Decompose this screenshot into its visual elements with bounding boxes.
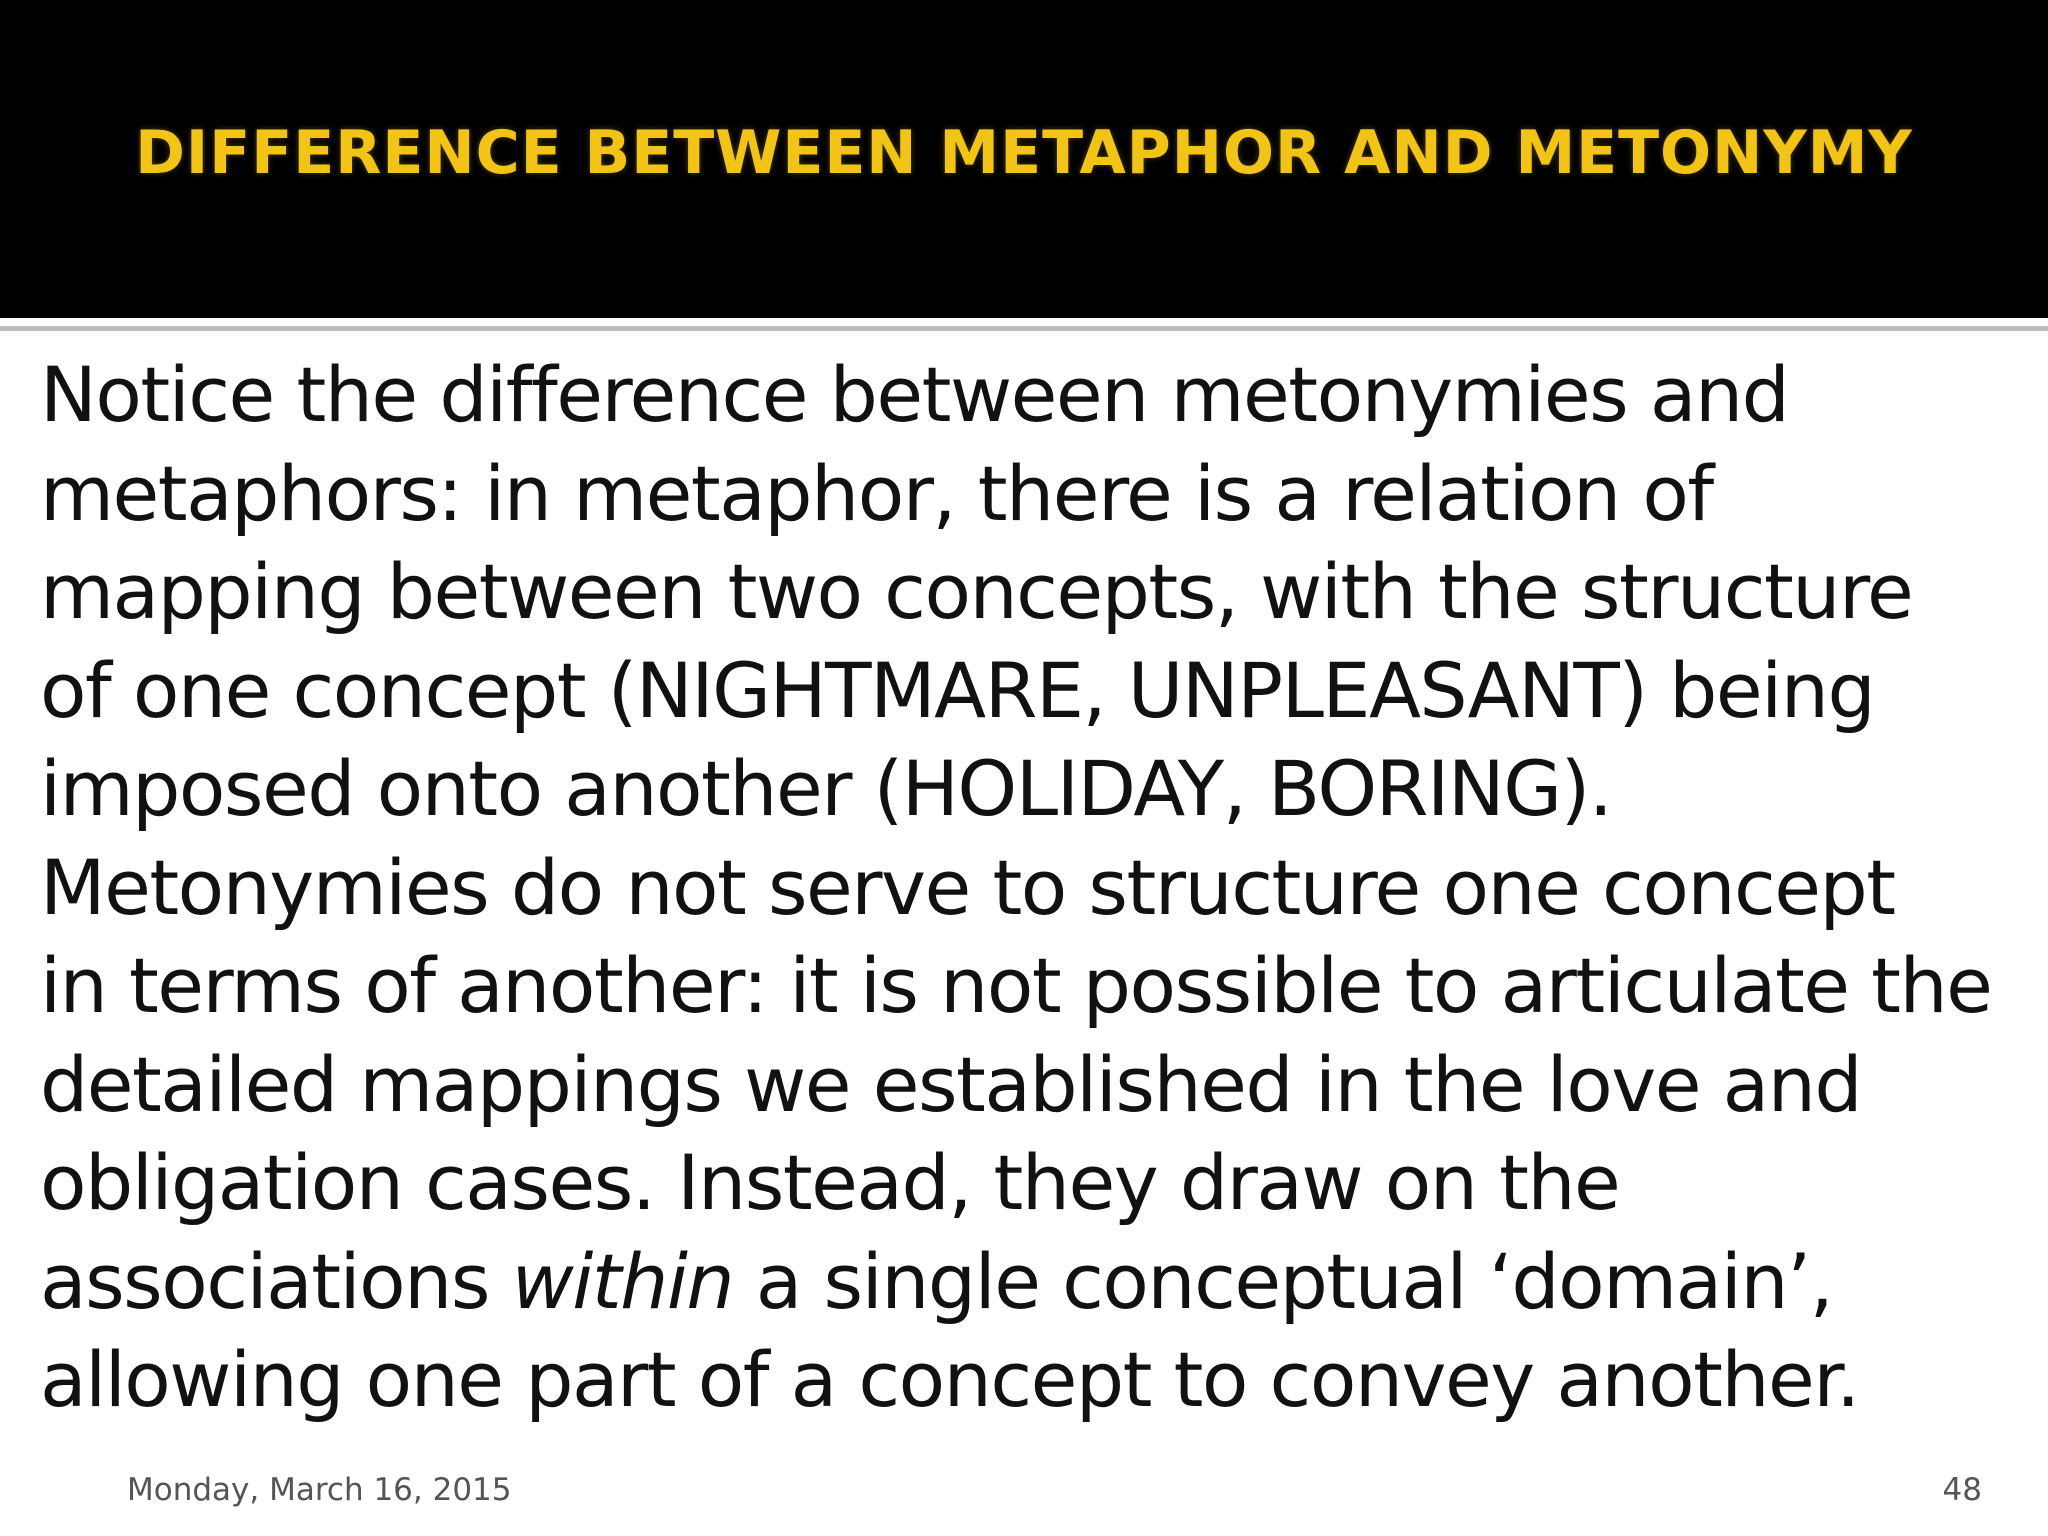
- body-text-segment: associations: [40, 1236, 512, 1326]
- slide-title: DIFFERENCE BETWEEN METAPHOR AND METONYMY: [135, 118, 1913, 188]
- body-line: in terms of another: it is not possible to articulate the: [40, 941, 1992, 1030]
- body-line: allowing one part of a concept to convey another.: [40, 1335, 1859, 1424]
- title-bar: [0, 0, 2048, 318]
- body-line: mapping between two concepts, with the structure: [40, 547, 1913, 636]
- body-line: Metonymies do not serve to structure one concept: [40, 842, 1895, 932]
- body-line: imposed onto another (HOLIDAY, BORING).: [40, 744, 1612, 833]
- slide-number: 48: [1942, 1472, 1982, 1508]
- slide-body: [40, 346, 2030, 1430]
- footer-date: Monday, March 16, 2015: [127, 1472, 512, 1508]
- body-line: detailed mappings we established in the love and: [40, 1039, 1862, 1129]
- body-line: obligation cases. Instead, they draw on the: [40, 1138, 1620, 1227]
- body-text-segment: a single conceptual ‘domain’,: [733, 1236, 1833, 1326]
- title-divider: [0, 326, 2048, 331]
- body-italic-emphasis: within: [511, 1236, 734, 1326]
- body-line: [40, 1233, 2030, 1332]
- body-line: Notice the difference between metonymies and: [40, 350, 1789, 439]
- body-line: metaphors: in metaphor, there is a relation of: [40, 448, 1713, 538]
- body-line: of one concept (NIGHTMARE, UNPLEASANT) being: [40, 645, 1875, 735]
